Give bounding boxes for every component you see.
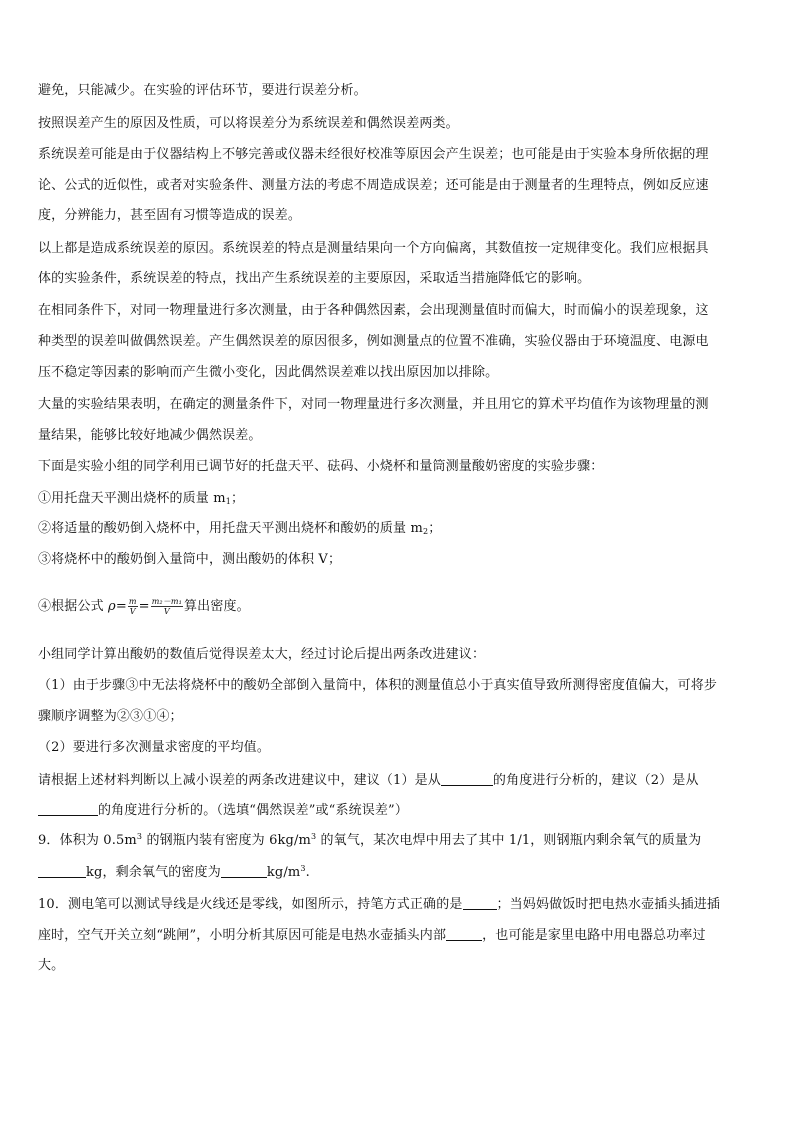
fill-question-line-1 xyxy=(38,771,758,790)
fraction-numerator: m₂－m₁ xyxy=(151,597,183,606)
step-2-end: ； xyxy=(428,521,442,536)
fraction-numerator: m xyxy=(128,597,137,606)
question-9-line-2 xyxy=(38,863,758,882)
equals-sign: = xyxy=(115,599,127,614)
q9-text: 9．体积为 0.5m xyxy=(38,833,137,848)
question-10-line-2 xyxy=(38,926,758,945)
text-line: 骤顺序调整为②③①④； xyxy=(38,709,183,724)
text-line: （1）由于步骤③中无法将烧杯中的酸奶全部倒入量筒中，体积的测量值总小于真实值导致所测得密度值偏大，可将步 xyxy=(38,678,718,693)
fill-question-text: 请根据上述材料判断以上减小误差的两条改进建议中，建议（1）是从 xyxy=(38,773,441,788)
text-line: 以上都是造成系统误差的原因。系统误差的特点是测量结果向一个方向偏离，其数值按一定规律变化。我们应根据具 xyxy=(38,241,709,256)
fill-question-text: 的角度进行分析的。（选填“偶然误差”或“系统误差”） xyxy=(98,803,408,818)
q9-end: . xyxy=(305,865,310,880)
step-1-text: ①用托盘天平测出烧杯的质量 m xyxy=(38,491,226,506)
answer-blank-pen[interactable] xyxy=(463,895,497,910)
text-line: 避免，只能减少。在实验的评估环节，要进行误差分析。 xyxy=(38,83,367,98)
superscript: 3 xyxy=(311,832,317,841)
answer-blank-cause[interactable] xyxy=(446,926,482,941)
text-line: 大量的实验结果表明，在确定的测量条件下，对同一物理量进行多次测量，并且用它的算术平均值作为该物理量的测 xyxy=(38,397,709,412)
step-1-end: ； xyxy=(230,491,245,506)
step-4-end: 算出密度。 xyxy=(184,599,250,614)
q10-text: ，也可能是家里电路中用电器总功率过 xyxy=(482,928,706,943)
step-4-text: ④根据公式 xyxy=(38,599,109,614)
superscript: 3 xyxy=(136,832,143,841)
q9-text: kg，剩余氧气的密度为 xyxy=(86,865,221,880)
answer-blank-1[interactable] xyxy=(441,771,493,786)
step-1 xyxy=(38,490,758,508)
text-line: 论、公式的近似性，或者对实验条件、测量方法的考虑不周造成误差；还可能是由于测量者的生理特点，例如反应速 xyxy=(38,178,709,193)
subscript: 1 xyxy=(225,497,231,506)
text-line: （2）要进行多次测量求密度的平均值。 xyxy=(38,740,270,755)
step-3: ③将烧杯中的酸奶倒入量筒中，测出酸奶的体积 V； xyxy=(38,552,342,567)
answer-blank-density[interactable] xyxy=(221,863,267,878)
q9-text: 的钢瓶内装有密度为 6kg/m xyxy=(142,833,311,848)
rho-symbol: ρ xyxy=(108,599,116,614)
density-fraction xyxy=(128,597,138,616)
subscript: 2 xyxy=(422,527,429,536)
text-line: 压不稳定等因素的影响而产生微小变化，因此偶然误差难以找出原因加以排除。 xyxy=(38,365,499,380)
question-10-line-1 xyxy=(38,895,758,914)
fill-question-text: 的角度进行分析的，建议（2）是从 xyxy=(492,773,699,788)
fill-question-line-2 xyxy=(38,801,758,820)
q9-unit: kg/m xyxy=(266,865,301,880)
q9-text: 的氧气，某次电焊中用去了其中 1/1，则钢瓶内剩余氧气的质量为 xyxy=(316,833,702,848)
text-line: 按照误差产生的原因及性质，可以将误差分为系统误差和偶然误差两类。 xyxy=(38,116,459,131)
step-2 xyxy=(38,520,758,538)
text-line: 小组同学计算出酸奶的数值后觉得误差太大，经过讨论后提出两条改进建议： xyxy=(38,647,486,662)
text-line: 在相同条件下，对同一物理量进行多次测量，由于各种偶然因素，会出现测量值时而偏大，时而偏小的误差现象，这 xyxy=(38,303,709,318)
fraction-denominator: V xyxy=(129,607,136,616)
text-line: 种类型的误差叫做偶然误差。产生偶然误差的原因很多，例如测量点的位置不准确，实验仪器由于环境温度、电源电 xyxy=(38,334,709,349)
answer-blank-mass[interactable] xyxy=(38,863,86,878)
mass-difference-fraction xyxy=(151,597,183,616)
fraction-denominator: V xyxy=(163,607,170,616)
q10-text: 10．测电笔可以测试导线是火线还是零线，如图所示，持笔方式正确的是 xyxy=(38,897,463,912)
q10-text: ；当妈妈做饭时把电热水壶插头插进插 xyxy=(496,897,721,912)
text-line: 体的实验条件，系统误差的特点，找出产生系统误差的主要原因，采取适当措施降低它的影响。 xyxy=(38,271,591,286)
text-line: 量结果，能够比较好地减少偶然误差。 xyxy=(38,428,262,443)
answer-blank-2[interactable] xyxy=(38,801,98,816)
text-line: 系统误差可能是由于仪器结构上不够完善或仪器未经很好校准等原因会产生误差；也可能是由于实验本身所依据的理 xyxy=(38,147,709,162)
superscript: 3 xyxy=(300,864,306,873)
step-2-text: ②将适量的酸奶倒入烧杯中，用托盘天平测出烧杯和酸奶的质量 m xyxy=(38,521,423,536)
text-line: 下面是实验小组的同学利用已调节好的托盘天平、砝码、小烧杯和量筒测量酸奶密度的实验步骤： xyxy=(38,459,604,474)
question-10-line-3: 大。 xyxy=(38,958,65,973)
text-line: 度，分辨能力，甚至固有习惯等造成的误差。 xyxy=(38,208,302,223)
q10-text: 座时，空气开关立刻“跳闸”，小明分析其原因可能是电热水壶插头内部 xyxy=(38,928,447,943)
step-4 xyxy=(38,595,758,619)
question-9-line-1 xyxy=(38,832,758,850)
equals-sign: = xyxy=(138,599,150,614)
